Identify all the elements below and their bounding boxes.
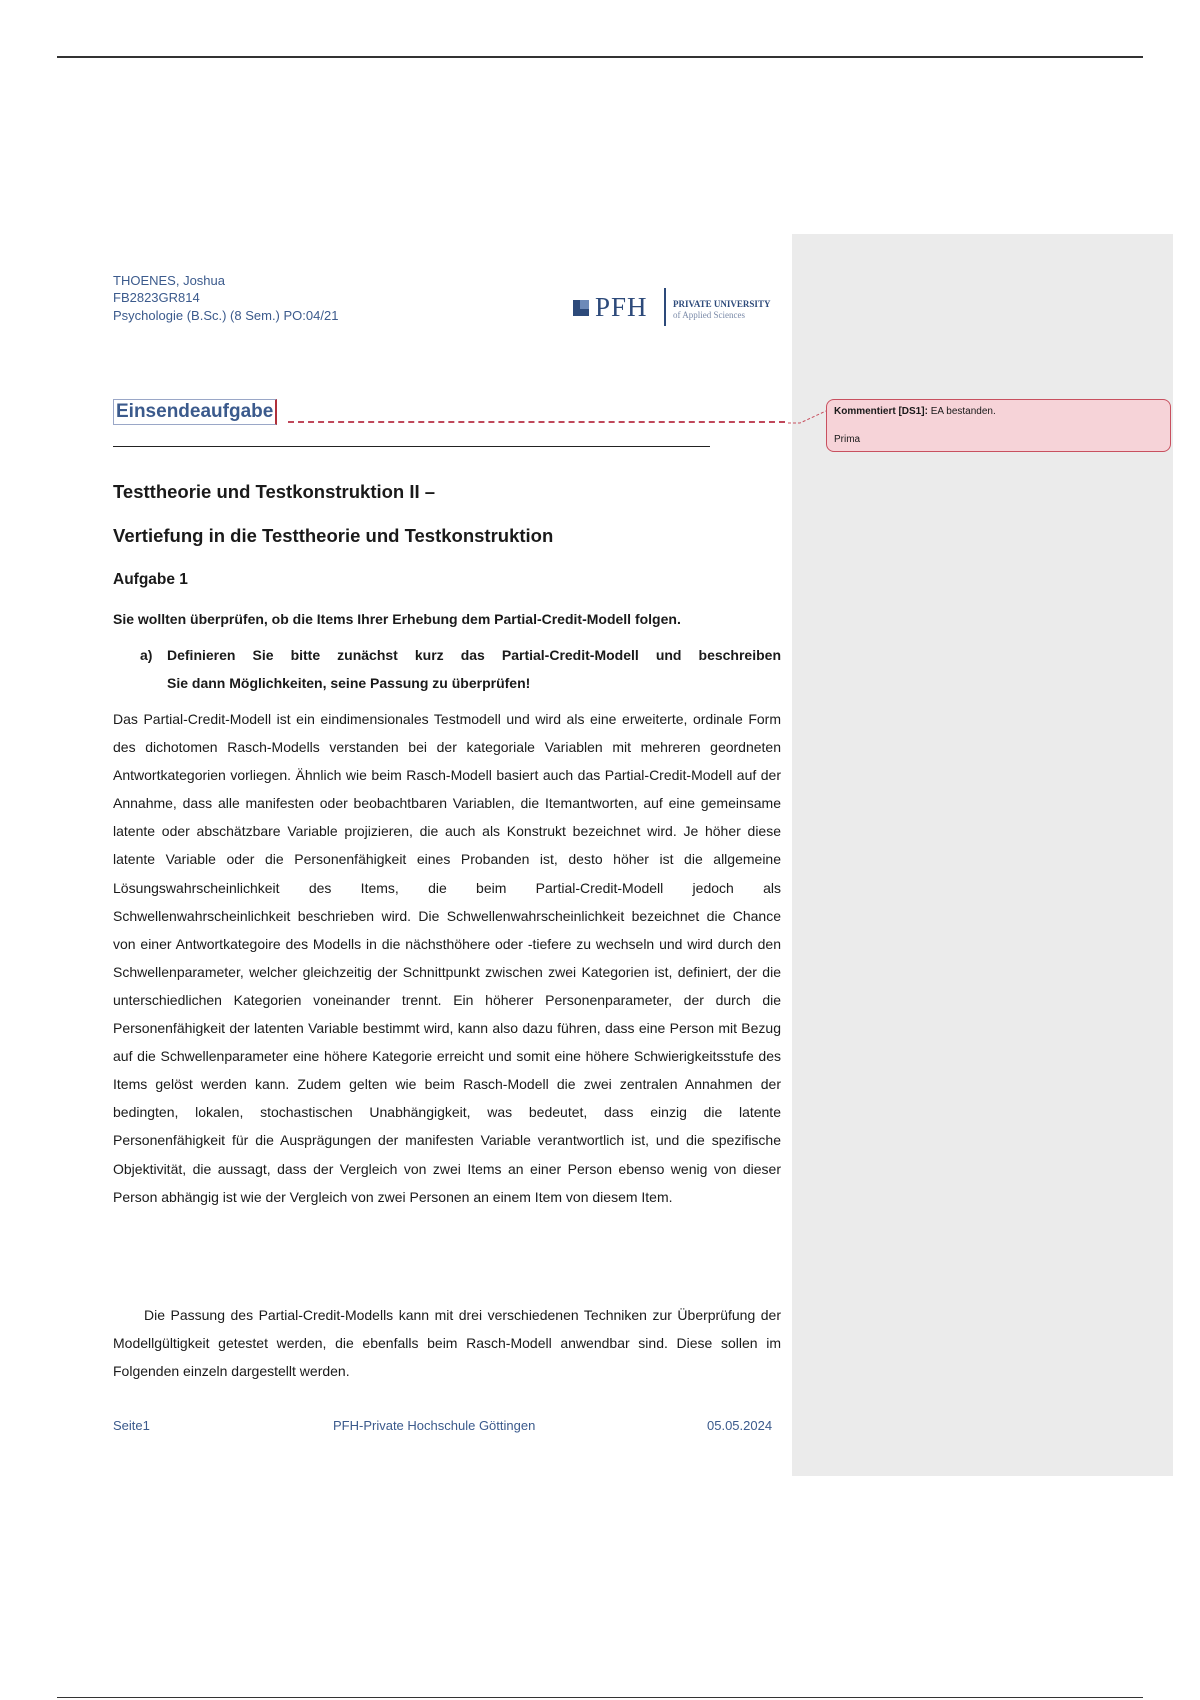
task-heading: Aufgabe 1 bbox=[113, 571, 188, 588]
footer-date: 05.05.2024 bbox=[707, 1418, 773, 1433]
logo-subtitle-1: PRIVATE UNIVERSITY bbox=[673, 299, 771, 309]
study-program: Psychologie (B.Sc.) (8 Sem.) PO:04/21 bbox=[113, 308, 339, 323]
document-label-text[interactable]: Einsendeaufgabe bbox=[113, 399, 277, 425]
comment-balloon[interactable] bbox=[826, 399, 1171, 452]
student-name: THOENES, Joshua bbox=[113, 273, 225, 288]
question-text: Sie wollten überprüfen, ob die Items Ihrer Erhebung dem Partial-Credit-Modell folgen. bbox=[113, 611, 681, 627]
footer-school: PFH-Private Hochschule Göttingen bbox=[333, 1418, 536, 1433]
subquestion-line-1: Definieren Sie bitte zunächst kurz das Partial-Credit-Modell und beschreiben bbox=[167, 647, 781, 663]
comment-author: Kommentiert [DS1]: bbox=[834, 406, 928, 417]
document-label[interactable] bbox=[113, 399, 785, 425]
subquestion-line-2: Sie dann Möglichkeiten, seine Passung zu überprüfen! bbox=[167, 675, 531, 691]
student-id: FB2823GR814 bbox=[113, 290, 200, 305]
logo-subtitle-2: of Applied Sciences bbox=[673, 310, 745, 320]
top-rule bbox=[57, 56, 1143, 58]
comment-note: EA bestanden. bbox=[930, 406, 996, 417]
comment-text: Prima bbox=[834, 434, 861, 445]
comment-anchor-line bbox=[288, 421, 785, 423]
doc-title-2: Vertiefung in die Testtheorie und Testkonstruktion bbox=[113, 525, 554, 546]
footer-page: Seite1 bbox=[113, 1418, 150, 1433]
doc-title-1: Testtheorie und Testkonstruktion II – bbox=[113, 481, 436, 502]
subquestion-marker: a) bbox=[140, 647, 153, 663]
bottom-rule bbox=[57, 1697, 1143, 1698]
answer-paragraph-2: Die Passung des Partial-Credit-Modells kann mit drei verschiedenen Techniken zur Überprüfung der Modellgültigkeit getestet werden, die ebenfalls beim Rasch-Modell anwendbar sind. Diese sollen im Folgenden einzeln dargestellt werden. bbox=[113, 1307, 781, 1380]
logo-wordmark: PFH bbox=[595, 292, 648, 322]
pfh-logo bbox=[573, 286, 783, 330]
label-underline bbox=[113, 446, 710, 447]
answer-paragraph-1: Das Partial-Credit-Modell ist ein eindimensionales Testmodell und wird als eine erweiterte, ordinale Form des dichotomen Rasch-Modells verstanden bei der kategoriale Variablen mit mehreren geordneten Antwortkategorien vorliegen. Ähnlich wie beim Rasch-Modell basiert auch das Partial-Credit-Modell auf der Annahme, dass alle manifesten oder beobachtbaren Variablen, die Itemantworten, auf eine gemeinsame latente oder abschätzbare Variable projizieren, die auch als Konstrukt bezeichnet wird. Je höher diese latente Variable oder die Personenfähigkeit eines Probanden ist, desto höher ist die allgemeine Lösungswahrscheinlichkeit des Items, die beim Partial-Credit-Modell jedoch als Schwellenwahrscheinlichkeit beschrieben wird. Die Schwellenwahrscheinlichkeit bezeichnet die Chance von einer Antwortkategoire des Modells in die nächsthöhere oder -tiefere zu wechseln und wird durch den Schwellenparameter, welcher gleichzeitig der Schnittpunkt zwischen zwei Kategorien ist, definiert, der die unterschiedlichen Kategorien voneinander trennt. Ein höherer Personenparameter, der durch die Personenfähigkeit der latenten Variable bestimmt wird, kann also dazu führen, dass eine Person mit Bezug auf die Schwellenparameter eine höhere Kategorie erreicht und somit eine höhere Schwierigkeitsstufe des Items gelöst werden kann. Zudem gelten wie beim Rasch-Modell die zwei zentralen Annahmen der bedingten, lokalen, stochastischen Unabhängigkeit, was bedeutet, dass einzig die latente Personenfähigkeit für die Ausprägungen der manifesten Variable verantwortlich ist, und die spezifische Objektivität, die aussagt, dass der Vergleich von zwei Items an einer Person ebenso wenig von dieser Person abhängig ist wie der Vergleich von zwei Personen an einem Item von diesem Item. bbox=[113, 711, 781, 1205]
